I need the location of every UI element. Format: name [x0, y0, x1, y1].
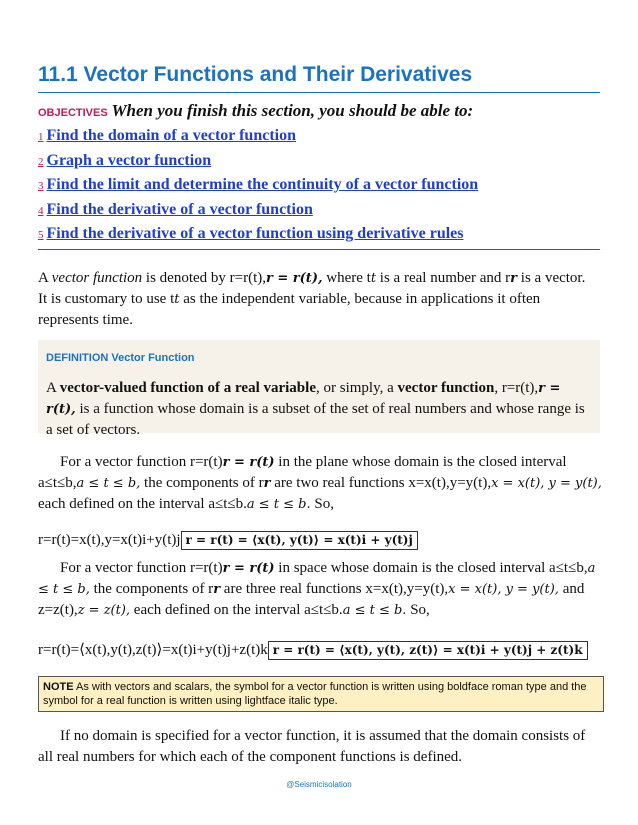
math-formula: x = x(t), y = y(t), — [491, 476, 602, 491]
objectives-divider — [38, 249, 600, 250]
math-formula: r — [263, 476, 271, 491]
math-formula: r — [213, 582, 221, 597]
body-text: the components of r — [89, 581, 214, 597]
objective-link[interactable]: Graph a vector function — [46, 151, 212, 169]
note-label: NOTE — [43, 681, 74, 693]
math-formula: r = r(t) — [222, 561, 275, 576]
body-text: each defined on the interval a≤t≤b. — [130, 602, 343, 618]
note-box — [38, 676, 604, 712]
closing-paragraph: If no domain is specified for a vector function, it is assumed that the domain consists of all real numbers for which each of the component functions is defined. — [38, 728, 586, 765]
intro-text: A — [38, 270, 52, 286]
objective-number: 5 — [38, 229, 44, 241]
body-text: in space whose domain is the closed interval a≤t≤b, — [274, 560, 588, 576]
definition-term: vector-valued function of a real variable — [59, 380, 316, 396]
objective-item[interactable] — [38, 150, 600, 175]
intro-text: It is customary to use t — [38, 291, 175, 307]
math-formula: z = z(t), — [77, 603, 131, 618]
definition-text: , or simply, a — [315, 380, 398, 396]
objective-link[interactable]: Find the derivative of a vector function — [46, 200, 313, 218]
intro-paragraph — [38, 268, 603, 331]
definition-box — [38, 340, 600, 438]
section-title: 11.1 Vector Functions and Their Derivatives — [38, 63, 473, 86]
objective-link[interactable]: Find the limit and determine the continuity of a vector function — [46, 176, 479, 193]
space-paragraph — [38, 558, 603, 621]
objectives-header — [38, 100, 473, 124]
math-formula: r = r(t), — [266, 271, 323, 286]
footer-watermark: @Seismicisolation — [286, 780, 352, 789]
plane-equation — [38, 530, 603, 551]
objective-item[interactable] — [38, 125, 600, 150]
body-text: z=z(t), — [38, 602, 78, 618]
body-text: each defined on the interval a≤t≤b. — [38, 496, 247, 512]
intro-text: where t — [322, 270, 371, 286]
definition-text: , r=r(t), — [494, 380, 539, 396]
intro-term: vector function — [51, 270, 143, 286]
boxed-equation: r = r(t) = ⟨x(t), y(t), z(t)⟩ = x(t)i + y(t)j + z(t)k — [268, 641, 588, 660]
plane-paragraph — [38, 452, 603, 515]
definition-body — [46, 378, 592, 441]
body-text: and — [558, 581, 585, 597]
math-formula: r = r(t), — [46, 381, 561, 417]
math-formula: a ≤ t ≤ b. — [342, 603, 407, 618]
equation-text: r=r(t)=⟨x(t),y(t),z(t)⟩=x(t)i+y(t)j+z(t)k — [38, 642, 268, 658]
definition-text: is a function whose domain is a subset of the set of real numbers and whose range is a set of vectors. — [46, 401, 585, 438]
definition-term: vector function — [397, 380, 495, 396]
objective-link[interactable]: Find the domain of a vector function — [46, 127, 296, 144]
objective-number: 1 — [38, 131, 44, 143]
math-formula: r — [510, 271, 518, 286]
objectives-list — [38, 125, 600, 248]
objective-number: 3 — [38, 180, 44, 192]
body-text: So, — [310, 496, 334, 512]
body-text: are three real functions x=x(t),y=y(t), — [220, 581, 449, 597]
note-text: As with vectors and scalars, the symbol for a vector function is written using boldface roman type and the symbol for a real function is written using lightface italic type. — [43, 681, 587, 707]
objective-number: 2 — [38, 155, 44, 168]
space-equation — [38, 640, 603, 661]
objectives-heading: When you finish this section, you should be able to: — [111, 101, 474, 120]
definition-title: DEFINITION Vector Function — [46, 352, 195, 364]
math-formula: a ≤ t ≤ b. — [246, 497, 311, 512]
body-text: the components of r — [140, 475, 264, 491]
math-formula: a ≤ t ≤ b, — [76, 476, 141, 491]
boxed-equation: r = r(t) = ⟨x(t), y(t)⟩ = x(t)i + y(t)j — [181, 531, 418, 550]
objective-item[interactable] — [38, 199, 600, 224]
definition-text: A — [46, 380, 60, 396]
intro-text: is a vector. — [517, 270, 586, 286]
objective-link[interactable]: Find the derivative of a vector function using derivative rules — [46, 225, 464, 242]
objective-item[interactable] — [38, 223, 600, 248]
body-text: are two real functions x=x(t),y=y(t), — [270, 475, 492, 491]
math-formula: a ≤ t ≤ b, — [38, 561, 596, 597]
intro-text: is denoted by r=r(t), — [142, 270, 267, 286]
objectives-label: OBJECTIVES — [38, 107, 108, 119]
objective-item[interactable] — [38, 174, 600, 199]
body-text: For a vector function r=r(t) — [60, 454, 223, 470]
body-text: in the plane whose domain is the closed interval a≤t≤b, — [38, 454, 567, 491]
equation-text: r=r(t)=x(t),y=x(t)i+y(t)j — [38, 532, 181, 548]
objective-number: 4 — [38, 204, 44, 217]
body-text: So, — [406, 602, 430, 618]
title-divider — [38, 92, 600, 93]
math-formula: t — [174, 292, 180, 307]
math-formula: r = r(t) — [222, 455, 275, 470]
math-formula: t — [370, 271, 377, 286]
intro-text: as the independent variable, because in applications it often represents time. — [38, 291, 541, 328]
intro-text: is a real number and r — [376, 270, 511, 286]
math-formula: x = x(t), y = y(t), — [448, 582, 559, 597]
body-text: For a vector function r=r(t) — [60, 560, 223, 576]
